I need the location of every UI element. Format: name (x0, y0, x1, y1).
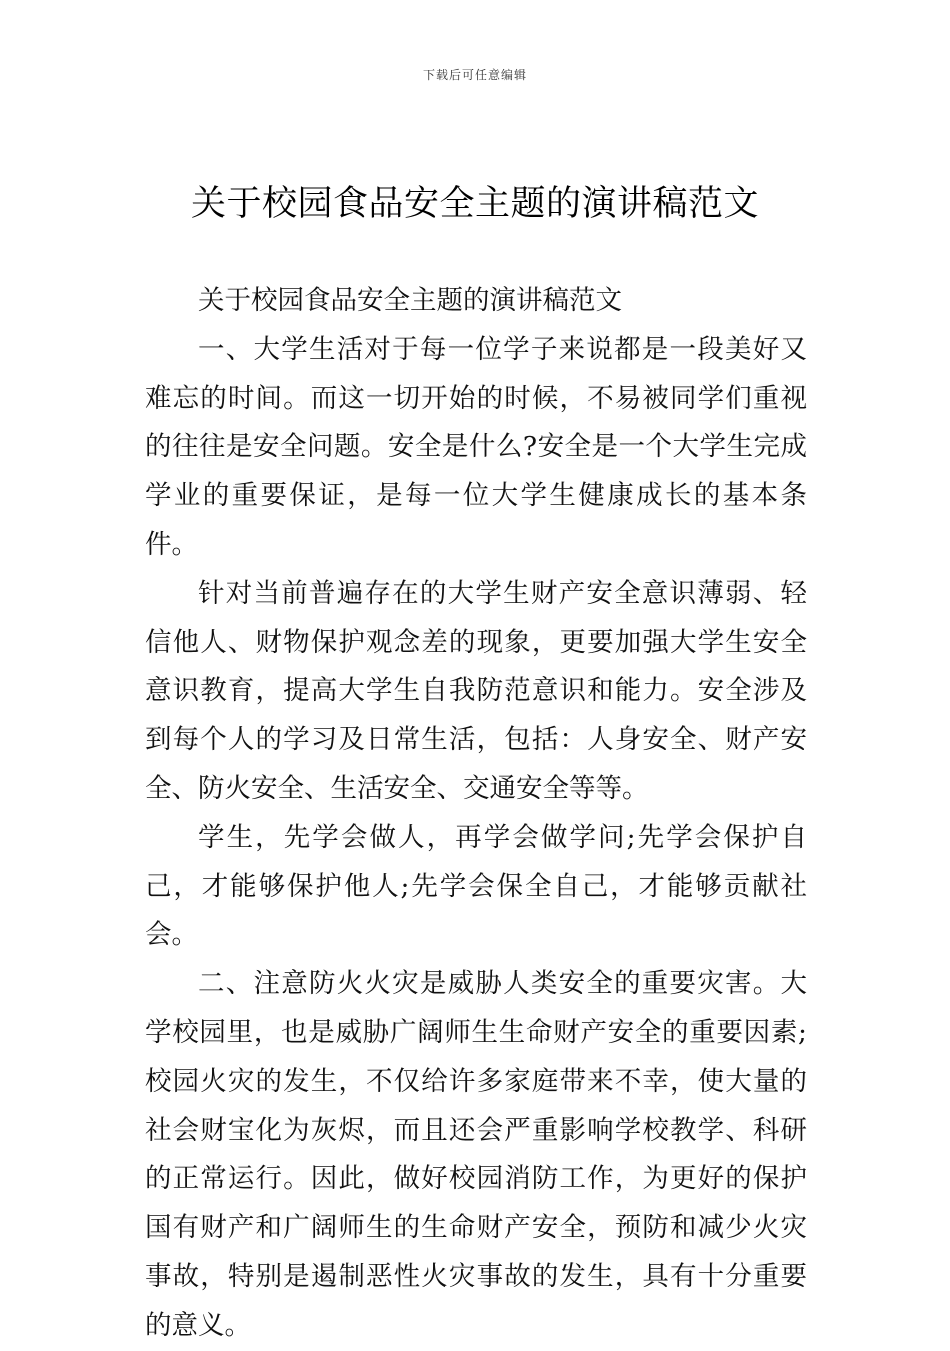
paragraph-university-life: 一、大学生活对于每一位学子来说都是一段美好又难忘的时间。而这一切开始的时候，不易被同学们重视的往往是安全问题。安全是什么?安全是一个大学生完成学业的重要保证，是每一位大学生健康成长的基本条件。 (145, 333, 807, 560)
paragraph-subtitle: 关于校园食品安全主题的演讲稿范文 (198, 285, 622, 316)
document-title: 关于校园食品安全主题的演讲稿范文 (190, 184, 759, 224)
header-note: 下载后可任意编辑 (422, 68, 527, 82)
paragraph-learn-to-be-human: 学生，先学会做人，再学会做学问;先学会保护自己，才能够保护他人;先学会保全自己，才能够贡献社会。 (145, 821, 807, 951)
paragraph-fire-prevention: 二、注意防火火灾是威胁人类安全的重要灾害。大学校园里，也是威胁广阔师生生命财产安全的重要因素;校园火灾的发生，不仅给许多家庭带来不幸，使大量的社会财宝化为灰烬，而且还会严重影响学校教学、科研的正常运行。因此，做好校园消防工作，为更好的保护国有财产和广阔师生的生命财产安全，预防和减少火灾事故，特别是遏制恶性火灾事故的发生，具有十分重要的意义。 (145, 968, 807, 1341)
paragraph-property-safety: 针对当前普遍存在的大学生财产安全意识薄弱、轻信他人、财物保护观念差的现象，更要加强大学生安全意识教育，提高大学生自我防范意识和能力。安全涉及到每个人的学习及日常生活，包括：人身安全、财产安全、防火安全、生活安全、交通安全等等。 (145, 577, 807, 804)
document-body (145, 277, 807, 1351)
